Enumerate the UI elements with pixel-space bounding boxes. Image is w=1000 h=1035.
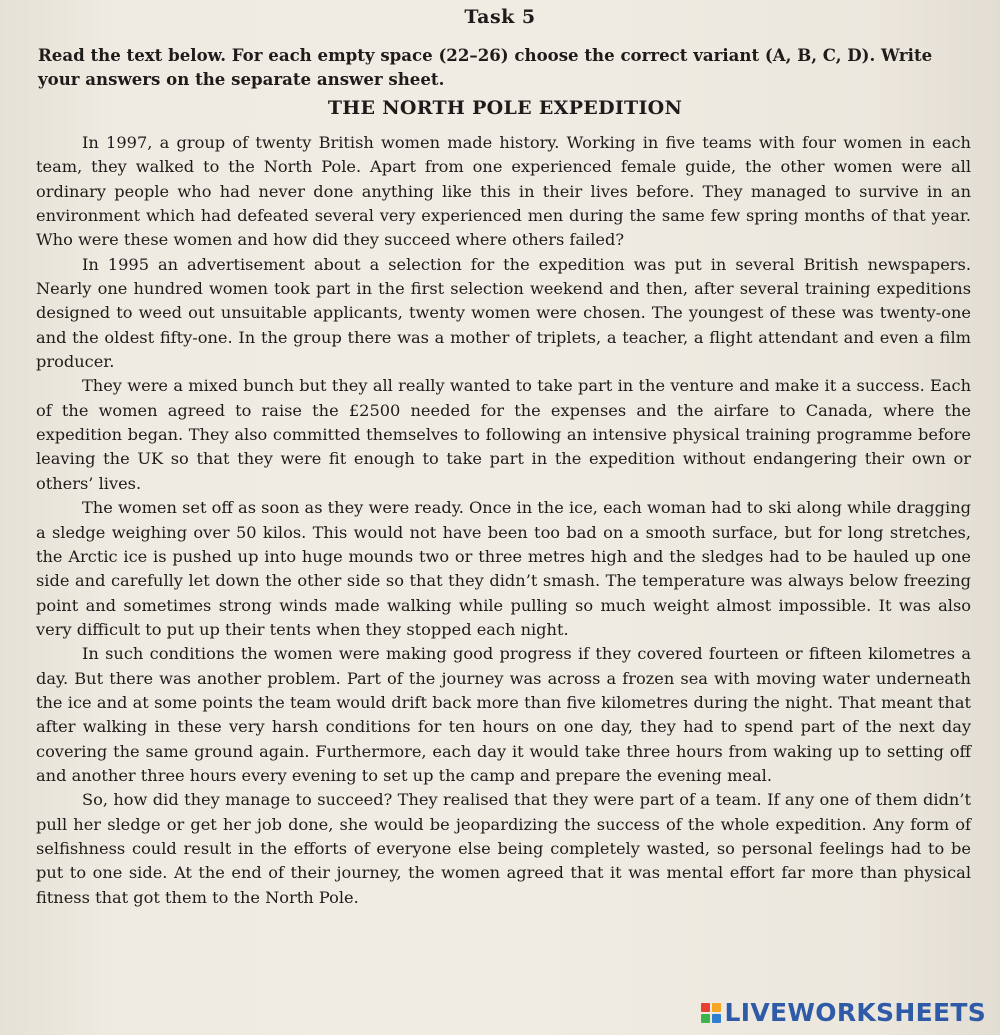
task-instructions: Read the text below. For each empty space (22–26) choose the correct variant (A, B, C, D). Write your answers on the separate answer sheet. (38, 45, 933, 89)
liveworksheets-watermark (701, 998, 986, 1027)
liveworksheets-logo-icon (701, 1003, 721, 1023)
logo-square-1 (701, 1003, 710, 1012)
article-body (36, 131, 971, 910)
article-title: THE NORTH POLE EXPEDITION (327, 97, 683, 119)
article-paragraph-1: In 1997, a group of twenty British women made history. Working in five teams with four women in each team, they walked to the North Pole. Apart from one experienced female guide, the other women were all ordinary people who had never done anything like this in their lives before. They managed to survive in an environment which had defeated several very experienced men during the same few spring months of that year. Who were these women and how did they succeed where others failed? (36, 133, 971, 250)
logo-square-3 (701, 1014, 710, 1023)
article-paragraph-5: In such conditions the women were making good progress if they covered fourteen or fifteen kilometres a day. But there was another problem. Part of the journey was across a frozen sea with moving water underneath the ice and at some points the team would drift back more than five kilometres during the night. That meant that after walking in these very harsh conditions for ten hours on one day, they had to spend part of the next day covering the same ground again. Furthermore, each day it would take three hours from waking up to setting off and another three hours every evening to set up the camp and prepare the evening meal. (36, 644, 971, 785)
logo-square-4 (712, 1014, 721, 1023)
article-paragraph-4: The women set off as soon as they were ready. Once in the ice, each woman had to ski along while dragging a sledge weighing over 50 kilos. This would not have been too bad on a smooth surface, but for long stretches, the Arctic ice is pushed up into huge mounds two or three metres high and the sledges had to be hauled up one side and carefully let down the other side so that they didn’t smash. The temperature was always below freezing point and sometimes strong winds made walking while pulling so much weight almost impossible. It was also very difficult to put up their tents when they stopped each night. (36, 498, 971, 639)
watermark-text: LIVEWORKSHEETS (724, 998, 986, 1027)
logo-square-2 (712, 1003, 721, 1012)
article-paragraph-3: They were a mixed bunch but they all really wanted to take part in the venture and make it a success. Each of the women agreed to raise the £2500 needed for the expenses and the airfare to Canada, where the expedition began. They also committed themselves to following an intensive physical training programme before leaving the UK so that they were fit enough to take part in the expedition without endangering their own or others’ lives. (36, 376, 971, 493)
article-paragraph-2: In 1995 an advertisement about a selection for the expedition was put in several British newspapers. Nearly one hundred women took part in the first selection weekend and then, after several training expeditions designed to weed out unsuitable applicants, twenty women were chosen. The youngest of these was twenty-one and the oldest fifty-one. In the group there was a mother of triplets, a teacher, a flight attendant and even a film producer. (36, 254, 971, 372)
article-paragraph-6: So, how did they manage to succeed? They realised that they were part of a team. If any one of them didn’t pull her sledge or get her job done, she would be jeopardizing the success of the whole expedition. Any form of selfishness could result in the efforts of everyone else being completely wasted, so personal feelings had to be put to one side. At the end of their journey, the women agreed that it was mental effort far more than physical fitness that got them to the North Pole. (36, 790, 971, 907)
task-title: Task 5 (464, 6, 536, 28)
